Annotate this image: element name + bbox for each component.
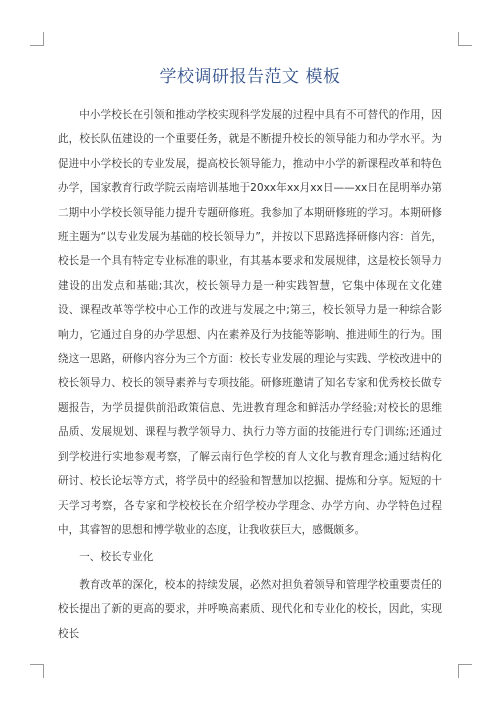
- intro-paragraph: 中小学校长在引领和推动学校实现科学发展的过程中具有不可替代的作用，因此，校长队伍建设的一个重要任务，就是不断提升校长的领导能力和办学水平。为促进中小学校长的专业发展，提高校长领导能力，推动中小学的新课程改革和特色办学，国家教育行政学院云南培训基地于20xx年xx月xx日——xx日在昆明举办第二期中小学校长领导能力提升专题研修班。我参加了本期研修班的学习。本期研修班主题为“以专业发展为基础的校长领导力”，并按以下思路选择研修内容：首先，校长是一个具有特定专业标准的职业，有其基本要求和发展规律，这是校长领导力建设的出发点和基础;其次，校长领导力是一种实践智慧，它集中体现在文化建设、课程改革等学校中心工作的改进与发展之中;第三，校长领导力是一种综合影响力，它通过自身的办学思想、内在素养及行为技能等影响、推进师生的行为。围绕这一思路，研修内容分为三个方面：校长专业发展的理论与实践、学校改进中的校长领导力、校长的领导素养与专项技能。研修班邀请了知名专家和优秀校长做专题报告，为学员提供前沿政策信息、先进教育理念和鲜活办学经验;对校长的思维品质、发展规划、课程与教学领导力、执行力等方面的技能进行专门训练;还通过到学校进行实地参观考察，了解云南行色学校的育人文化与教育理念;通过结构化研讨、校长论坛等方式，将学员中的经验和智慧加以挖掘、提炼和分享。短短的十天学习考察，各专家和学校校长在介绍学校办学理念、办学方向、办学特色过程中，其睿智的思想和博学敬业的态度，让我收获巨大，感慨颇多。: [58, 109, 442, 536]
- crop-mark-top-left: [30, 32, 44, 46]
- section-heading: 一、校长专业化: [79, 551, 154, 564]
- crop-mark-bottom-right: [458, 664, 472, 678]
- crop-mark-bottom-left: [30, 664, 44, 678]
- section-paragraph: 教育改革的深化，校本的持续发展，必然对担负着领导和管理学校重要责任的校长提出了新的更高的要求，并呼唤高素质、现代化和专业化的校长，因此，实现校长: [58, 578, 442, 640]
- document-title: 学校调研报告范文 模板: [159, 67, 341, 87]
- document-body: [58, 103, 442, 646]
- crop-mark-top-right: [458, 32, 472, 46]
